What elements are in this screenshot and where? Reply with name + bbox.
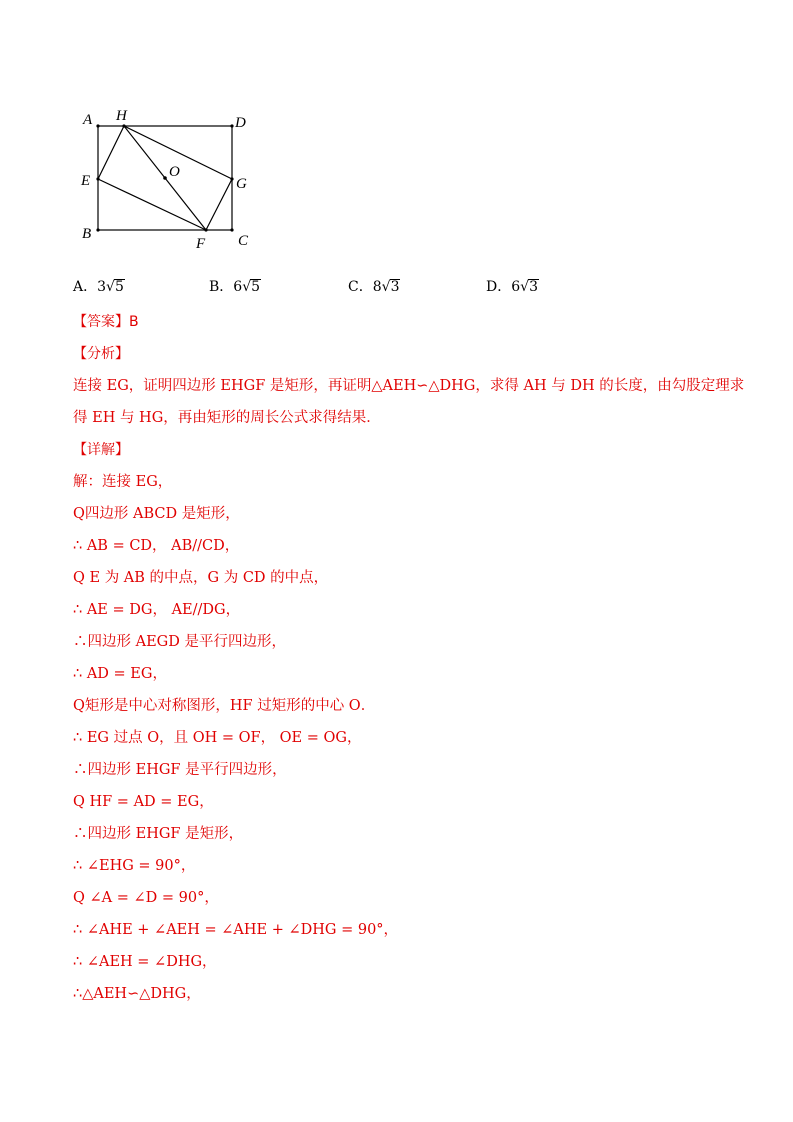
answer-line [73,312,139,332]
analysis-line-2: 得 EH 与 HG，再由矩形的周长公式求得结果． [73,410,381,426]
label-g: G [236,176,247,192]
detail-line-1: 解：连接 EG， [73,474,173,490]
answer-value: B [129,314,139,330]
point-h [122,124,125,127]
detail-line-3: ∴ AB = CD， AB//CD， [73,538,240,554]
geometry-figure [78,104,268,254]
detail-line-4: Q E 为 AB 的中点，G 为 CD 的中点， [73,570,329,586]
analysis-header: 【分析】 [73,346,129,362]
detail-line-16: ∴ ∠AEH = ∠DHG， [73,954,217,970]
rectangle-diagram [78,104,268,254]
answer-options [73,276,713,296]
detail-line-7: ∴ AD = EG， [73,666,167,682]
point-o [163,176,167,180]
detail-line-6: ∴四边形 AEGD 是平行四边形， [73,634,286,650]
detail-line-5: ∴ AE = DG， AE//DG， [73,602,241,618]
label-d: D [235,115,246,131]
point-a [96,124,99,127]
detail-line-12: ∴四边形 EHGF 是矩形， [73,826,244,842]
detail-line-2: Q四边形 ABCD 是矩形， [73,506,240,522]
detail-line-15: ∴ ∠AHE + ∠AEH = ∠AHE + ∠DHG = 90°， [73,922,399,938]
label-b: B [82,226,92,242]
detail-line-17: ∴△AEH∽△DHG， [73,986,201,1002]
detail-line-10: ∴四边形 EHGF 是平行四边形， [73,762,287,778]
label-e: E [81,173,91,189]
detail-line-9: ∴ EG 过点 O，且 OH = OF， OE = OG， [73,730,362,746]
analysis-line-1: 连接 EG，证明四边形 EHGF 是矩形，再证明△AEH∽△DHG，求得 AH 与 DH 的长度，由勾股定理求 [73,378,745,394]
label-f: F [196,236,206,252]
option-c: C．8√3 [348,279,400,295]
detail-line-8: Q矩形是中心对称图形，HF 过矩形的中心 O． [73,698,376,714]
detail-line-11: Q HF = AD = EG， [73,794,214,810]
point-b [96,228,99,231]
option-a: A．3√5 [73,279,124,295]
point-d [230,124,233,127]
detail-line-13: ∴ ∠EHG = 90°， [73,858,196,874]
option-b: B．6√5 [209,279,261,295]
label-o: O [169,164,180,180]
option-d: D．6√3 [486,279,538,295]
point-e [96,177,99,180]
detail-header: 【详解】 [73,442,129,458]
detail-line-14: Q ∠A = ∠D = 90°， [73,890,219,906]
answer-header: 【答案】 [73,314,129,330]
label-a: A [83,112,93,128]
point-c [230,228,233,231]
label-h: H [116,108,127,124]
label-c: C [238,233,249,249]
point-g [230,177,233,180]
point-f [204,228,207,231]
